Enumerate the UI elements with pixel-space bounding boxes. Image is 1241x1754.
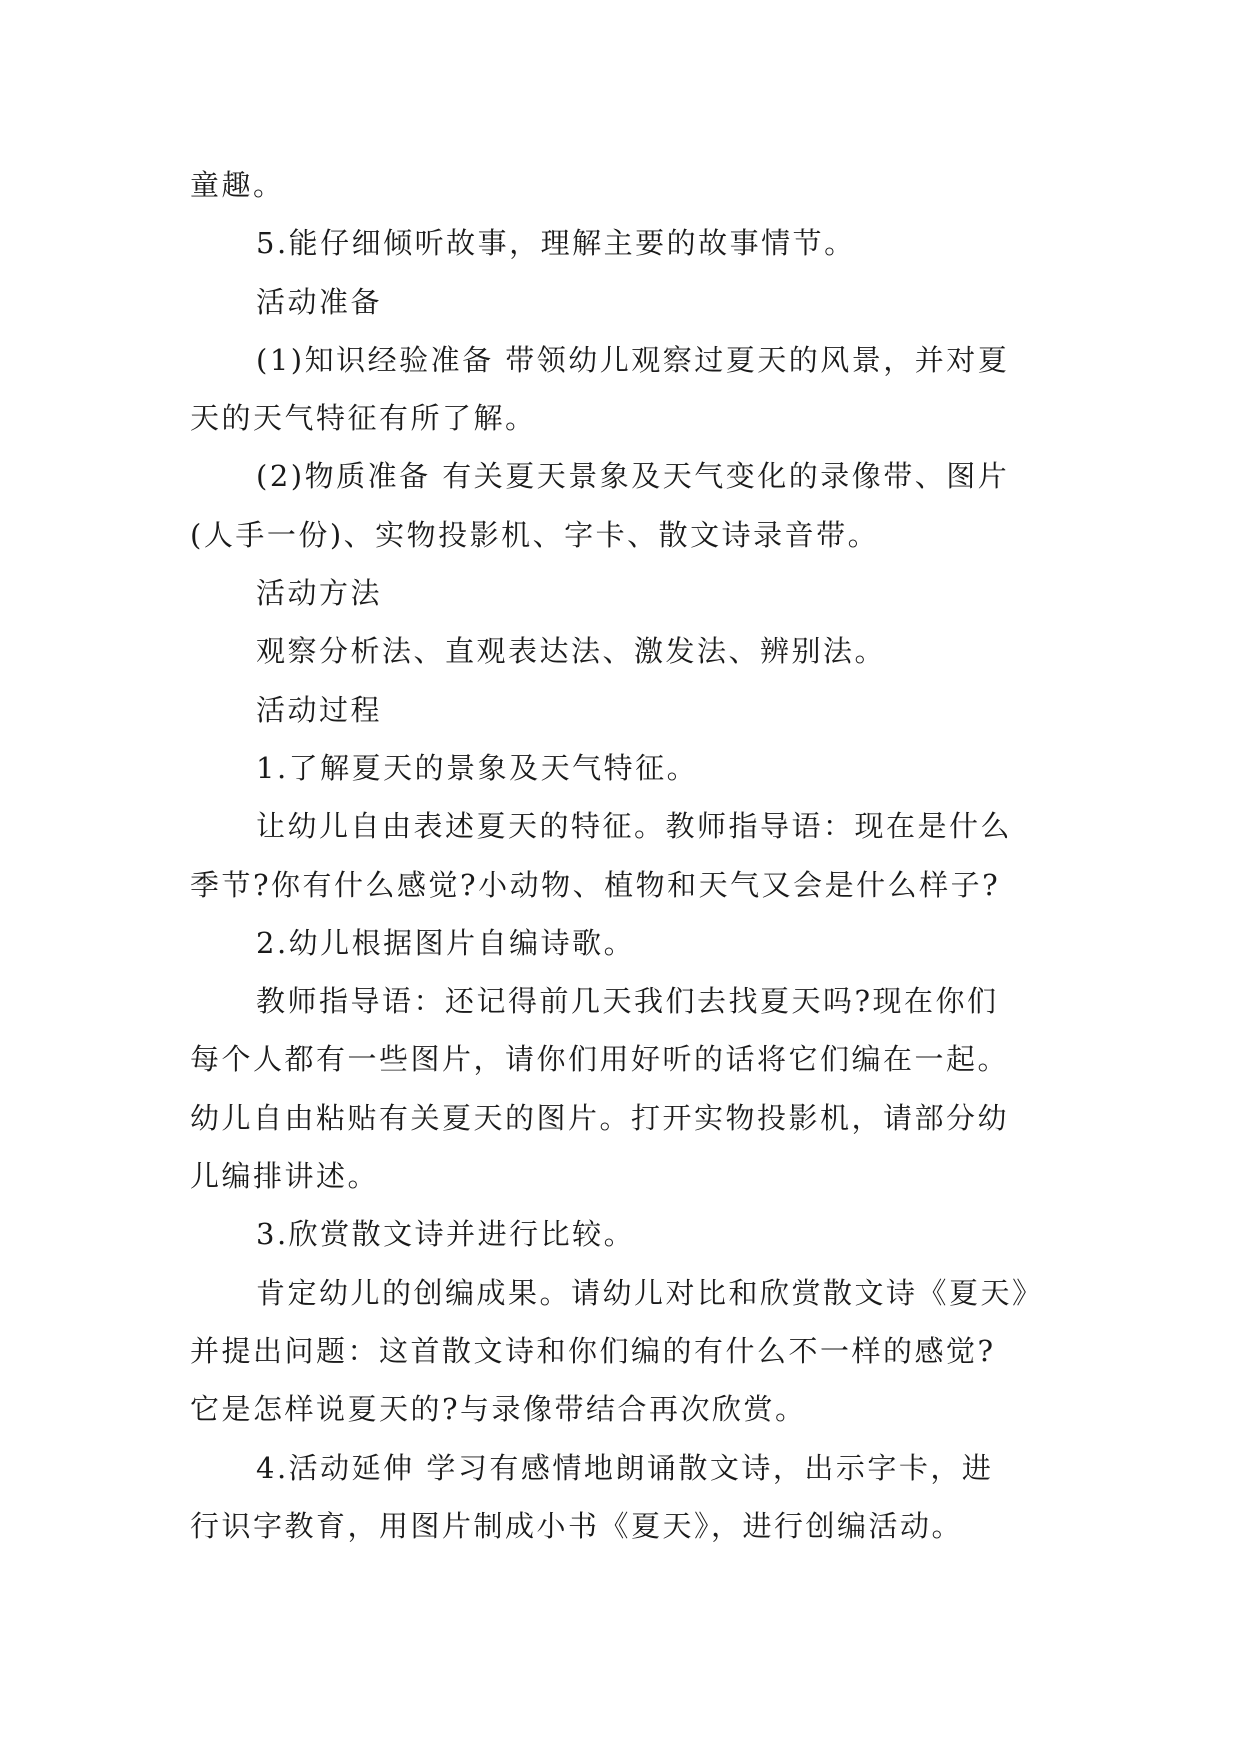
paragraph-step-2: 教师指导语：还记得前几天我们去找夏天吗?现在你们 [256, 984, 999, 1019]
step-2-heading: 2.幼儿根据图片自编诗歌。 [256, 925, 636, 960]
text-line: 它是怎样说夏天的?与录像带结合再次欣赏。 [190, 1392, 807, 1427]
paragraph-material-prep: (2)物质准备 有关夏天景象及天气变化的录像带、图片 [256, 459, 1010, 494]
paragraph-methods: 观察分析法、直观表达法、激发法、辨别法。 [256, 634, 887, 669]
step-1-heading: 1.了解夏天的景象及天气特征。 [256, 750, 699, 785]
text-line: 幼儿自由粘贴有关夏天的图片。打开实物投影机，请部分幼 [190, 1100, 1010, 1135]
step-4-heading: 4.活动延伸 学习有感情地朗诵散文诗，出示字卡，进 [256, 1450, 994, 1485]
text-line: (人手一份)、实物投影机、字卡、散文诗录音带。 [190, 517, 880, 552]
step-3-heading: 3.欣赏散文诗并进行比较。 [256, 1217, 636, 1252]
text-line: 每个人都有一些图片，请你们用好听的话将它们编在一起。 [190, 1042, 1010, 1077]
section-heading-preparation: 活动准备 [256, 284, 383, 319]
text-line: 天的天气特征有所了解。 [190, 401, 537, 436]
paragraph-step-1: 让幼儿自由表述夏天的特征。教师指导语：现在是什么 [256, 809, 1013, 844]
text-line: 行识字教育，用图片制成小书《夏天》，进行创编活动。 [190, 1508, 964, 1543]
document-body [190, 156, 1060, 1555]
text-line: 儿编排讲述。 [190, 1159, 380, 1194]
section-heading-process: 活动过程 [256, 692, 383, 727]
text-line: 童趣。 [190, 168, 285, 202]
paragraph-step-3: 肯定幼儿的创编成果。请幼儿对比和欣赏散文诗《夏天》 [256, 1275, 1044, 1310]
paragraph-knowledge-prep: (1)知识经验准备 带领幼儿观察过夏天的风景，并对夏 [256, 342, 1010, 377]
text-line: 季节?你有什么感觉?小动物、植物和天气又会是什么样子? [190, 867, 1001, 902]
list-item-5: 5.能仔细倾听故事，理解主要的故事情节。 [256, 226, 856, 261]
section-heading-methods: 活动方法 [256, 576, 383, 611]
text-line: 并提出问题：这首散文诗和你们编的有什么不一样的感觉? [190, 1333, 996, 1368]
